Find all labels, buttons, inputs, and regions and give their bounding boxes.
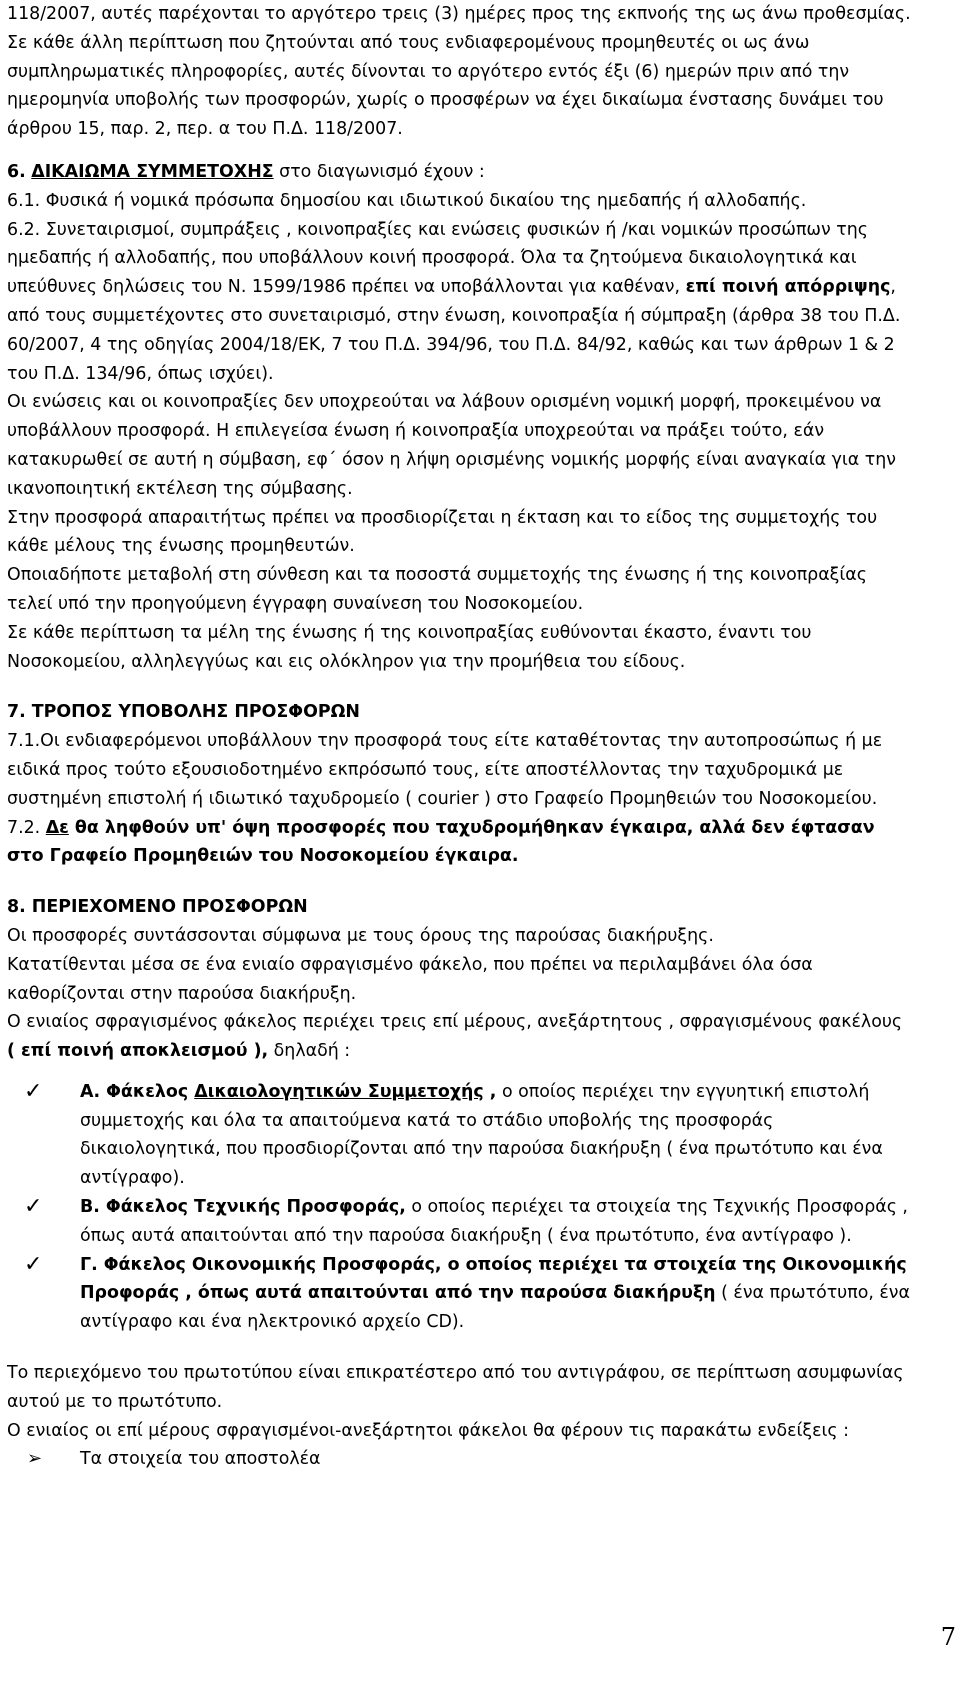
check-icon: ✓ (24, 1194, 43, 1220)
emphasis: Δε (45, 817, 69, 838)
paragraph: Σε κάθε άλλη περίπτωση που ζητούνται από τους ενδιαφερομένους προμηθευτές οι ως άνω συμπληρωματικές πληροφορίες, αυτές δίνονται το αργότερο εντός έξι (6) ημερών πριν από την ημερομηνία υποβολής των προσφορών, χωρίς ο προσφέρων να έχει δικαίωμα ένστασης δυνάμει του άρθρου 15, παρ. 2, περ. α του Π.Δ. 118/2007. (7, 32, 884, 140)
text-run: ο οποίος περιέχει τα στοιχεία της Τεχνικής Προσφοράς , όπως αυτά απαιτούνται από την παρούσα διακήρυξη ( ένα πρωτότυπο, ένα αντίγραφο ). (80, 1197, 908, 1246)
emphasis: Α. Φάκελος (80, 1081, 195, 1102)
text-run: ο οποίος περιέχει την εγγυητική επιστολή συμμετοχής και όλα τα απαιτούμενα κατά το στάδιο υποβολής της προσφοράς δικαιολογητικά, που προσδιορίζονται από την παρούσα διακήρυξη ( ένα πρωτότυπο και ένα αντίγραφο). (80, 1081, 883, 1189)
text-run: ( ένα πρωτότυπο, ένα αντίγραφο και ένα ηλεκτρονικό αρχείο CD). (80, 1283, 910, 1333)
check-icon: ✓ (24, 1078, 43, 1104)
paragraph: Σε κάθε περίπτωση τα μέλη της ένωσης ή της κοινοπραξίας ευθύνονται έκαστο, έναντι του Νοσοκομείου, αλληλεγγύως και εις ολόκληρον για την προμήθεια του είδους. (7, 622, 812, 672)
paragraph: Οι ενώσεις και οι κοινοπραξίες δεν υποχρεούται να λάβουν ορισμένη νομική μορφή, προκειμένου να υποβάλλουν προσφορά. Η επιλεγείσα ένωση ή κοινοπραξία υποχρεούται να πράξει τούτο, εάν κατακυρωθεί σε αυτή η σύμβαση, εφ΄ όσον η λήψη ορισμένης νομικής μορφής είναι αναγκαία για την ικανοποιητική εκτέλεση της σύμβασης. (7, 392, 896, 499)
text-run: 7.2. (7, 817, 46, 838)
list-item (7, 1445, 912, 1474)
arrow-bullet-icon: ➢ (27, 1448, 43, 1470)
paragraph: 118/2007, αυτές παρέχονται το αργότερο τρεις (3) ημέρες προς της εκπνοής της ως άνω προθεσμίας. (7, 4, 911, 24)
paragraph (7, 1008, 912, 1066)
list-item (7, 1193, 912, 1251)
paragraph: Στην προσφορά απαραιτήτως πρέπει να προσδιορίζεται η έκταση και το είδος της συμμετοχής του κάθε μέλους της ένωσης προμηθευτών. (7, 507, 878, 557)
section-8-heading: 8. ΠΕΡΙΕΧΟΜΕΝΟ ΠΡΟΣΦΟΡΩΝ (7, 897, 308, 918)
paragraph: 7.1.Οι ενδιαφερόμενοι υποβάλλουν την προσφορά τους είτε καταθέτοντας την αυτοπροσώπως ή με ειδικά προς τούτο εξουσιοδοτημένο εκπρόσωπό τους, είτε αποστέλλοντας την ταχυδρομικά με συστημένη επιστολή ή ιδιωτικό ταχυδρομείο ( courier ) στο Γραφείο Προμηθειών του Νοσοκομείου. (7, 731, 883, 809)
emphasis: επί ποινή απόρριψης (685, 277, 891, 298)
emphasis: , (483, 1081, 497, 1102)
paragraph: Οι προσφορές συντάσσονται σύμφωνα με τους όρους της παρούσας διακήρυξης. (7, 925, 714, 946)
page-number: 7 (940, 1623, 956, 1651)
section-7-heading: 7. ΤΡΟΠΟΣ ΥΠΟΒΟΛΗΣ ΠΡΟΣΦΟΡΩΝ (7, 702, 360, 723)
paragraph (7, 814, 912, 872)
emphasis: Β. Φάκελος Τεχνικής Προσφοράς, (80, 1197, 406, 1218)
section-title-rest: στο διαγωνισμό έχουν : (273, 161, 485, 182)
emphasis: ( επί ποινή αποκλεισμού ), (7, 1041, 269, 1062)
list-item (7, 1251, 912, 1337)
emphasis: θα ληφθούν υπ' όψη προσφορές που ταχυδρομήθηκαν έγκαιρα, αλλά δεν έφτασαν στο Γραφείο Προμηθειών του Νοσοκομείου έγκαιρα. (7, 817, 875, 867)
text-run: Τα στοιχεία του αποστολέα (80, 1449, 321, 1470)
paragraph: Ο ενιαίος οι επί μέρους σφραγισμένοι-ανεξάρτητοι φάκελοι θα φέρουν τις παρακάτω ενδείξεις : (7, 1420, 850, 1441)
indications-list (7, 1445, 912, 1474)
envelope-list (7, 1078, 912, 1337)
section-6-heading (7, 158, 912, 187)
section-number: 6. (7, 161, 26, 182)
list-item (7, 1078, 912, 1193)
text-run: Ο ενιαίος σφραγισμένος φάκελος περιέχει τρεις επί μέρους, ανεξάρτητους , σφραγισμένους φακέλους (7, 1012, 903, 1033)
paragraph: Οποιαδήποτε μεταβολή στη σύνθεση και τα ποσοστά συμμετοχής της ένωσης ή της κοινοπραξίας τελεί υπό την προηγούμενη έγγραφη συναίνεση του Νοσοκομείου. (7, 565, 867, 614)
paragraph: Κατατίθενται μέσα σε ένα ενιαίο σφραγισμένο φάκελο, που πρέπει να περιλαμβάνει όλα όσα καθορίζονται στην παρούσα διακήρυξη. (7, 954, 813, 1004)
text-run: 6.2. Συνεταιρισμοί, συμπράξεις , κοινοπραξίες και ενώσεις φυσικών ή /και νομικών προσώπων της ημεδαπής ή αλλοδαπής, που υποβάλλουν κοινή προσφορά. Όλα τα ζητούμενα δικαιολογητικά και υπεύθυνες δηλώσεις του Ν. 1599/1986 πρέπει να υποβάλλονται για καθέναν, (7, 219, 868, 298)
emphasis: Γ. Φάκελος Οικονομικής Προσφοράς, ο οποίος περιέχει τα στοιχεία της Οικονομικής Προφοράς , όπως αυτά απαιτούνται από την παρούσα διακήρυξη (80, 1254, 907, 1304)
emphasis: Δικαιολογητικών Συμμετοχής (194, 1081, 484, 1102)
paragraph: Το περιεχόμενο του πρωτοτύπου είναι επικρατέστερο από του αντιγράφου, σε περίπτωση ασυμφωνίας αυτού με το πρωτότυπο. (7, 1363, 904, 1412)
check-icon: ✓ (24, 1251, 43, 1277)
paragraph (7, 216, 912, 389)
section-title: ΔΙΚΑΙΩΜΑ ΣΥΜΜΕΤΟΧΗΣ (31, 161, 274, 182)
paragraph: 6.1. Φυσικά ή νομικά πρόσωπα δημοσίου και ιδιωτικού δικαίου της ημεδαπής ή αλλοδαπής. (7, 190, 807, 211)
text-run: , από τους συμμετέχοντες στο συνεταιρισμό, στην ένωση, κοινοπραξία ή σύμπραξη (άρθρα 38 του Π.Δ. 60/2007, 4 της οδηγίας 2004/18/ΕΚ, 7 του Π.Δ. 394/96, του Π.Δ. 84/92, καθώς και των άρθρων 1 & 2 του Π.Δ. 134/96, όπως ισχύει). (7, 277, 901, 384)
document-body (7, 0, 912, 1474)
text-run: δηλαδή : (268, 1041, 351, 1062)
